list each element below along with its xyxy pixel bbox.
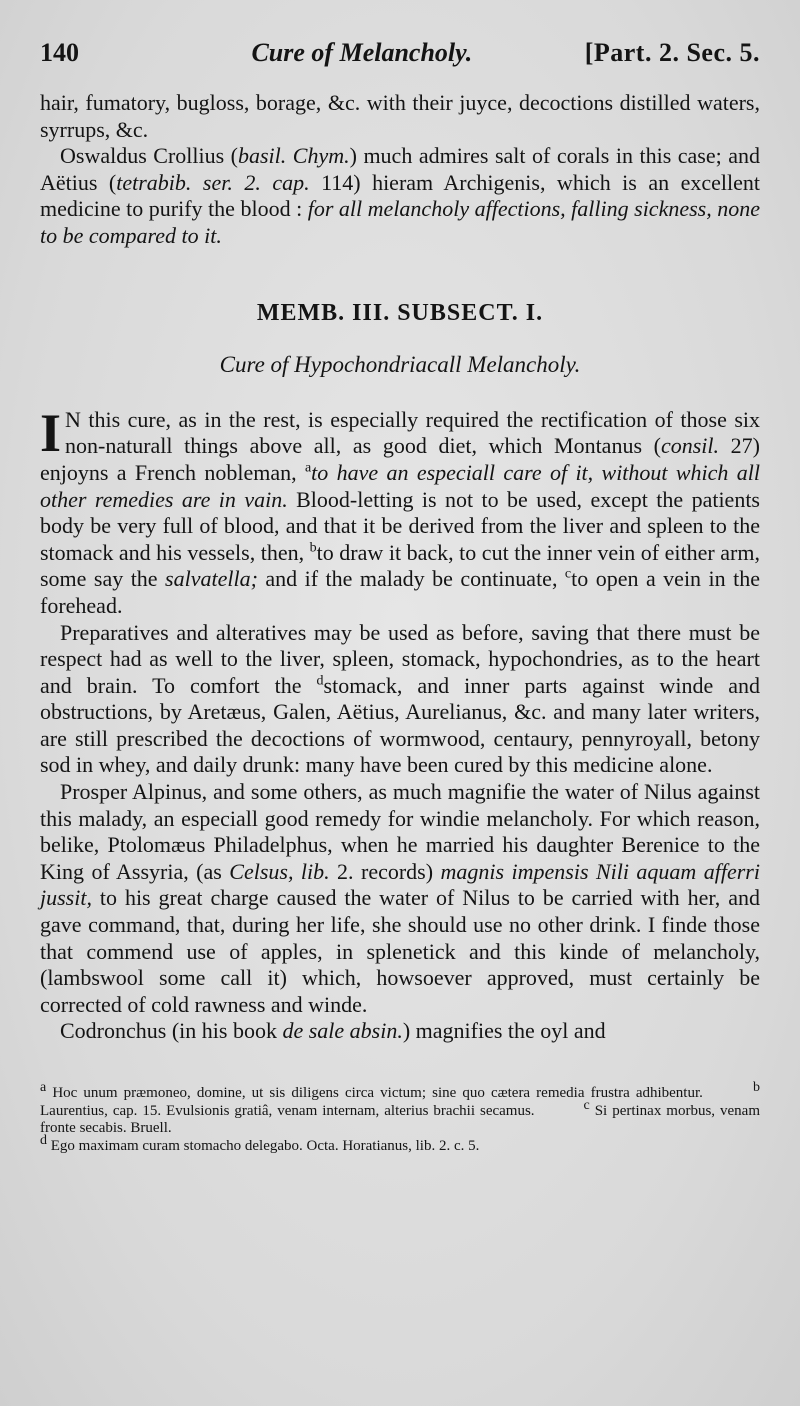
footnote-ref-d: d: [316, 673, 324, 689]
section-heading: MEMB. III. SUBSECT. I.: [256, 299, 544, 326]
paragraph-2: Oswaldus Crollius (basil. Chym.) much admires salt of corals in this case; and Aëtius (tetrabib. ser. 2. cap. 114) hieram Archigenis, which is an excellent medicine to purify the blood : for all melancholy affections, falling sickness, none to be compared to it.: [40, 143, 761, 248]
section-reference: [Part. 2. Sec. 5.: [584, 38, 760, 67]
footnote-ref-a: a: [304, 460, 312, 476]
page-header: [40, 36, 760, 70]
running-title: Cure of Melancholy.: [251, 38, 473, 67]
paragraph-4: Preparatives and alteratives may be used as before, saving that there must be respect had as well to the liver, spleen, stomack, hypochondries, as to the heart and brain. To comfort the $^d$stomack, and inner parts against winde and obstructions, by Aretæus, Galen, Aëtius, Aurelianus, &c. and many later writers, are still prescribed the decoctions of wormwood, centaury, pennyroyall, betony sod in whey, and daily drunk: many have been cured by this medicine alone.: [40, 619, 760, 778]
body-text: [40, 90, 760, 1045]
footnotes: [40, 1080, 761, 1155]
footnote-ref-c: c: [564, 566, 572, 582]
footnote-ref-b: b: [309, 540, 317, 556]
drop-cap: I: [40, 402, 62, 463]
section-subheading: Cure of Hypochondriacall Melancholy.: [219, 352, 581, 378]
footnote-d: $^d$ Ego maximam curam stomacho delegabo. Octa. Horatianus, lib. 2. c. 5.: [40, 1132, 480, 1154]
paragraph-6: Codronchus (in his book de sale absin.) magnifies the oyl and: [60, 1018, 606, 1044]
page-number: 140: [40, 38, 79, 67]
paragraph-1: hair, fumatory, bugloss, borage, &c. with their juyce, decoctions distilled waters, syrrups, &c.: [40, 90, 760, 142]
footnote-a-c: $^a$ Hoc unum præmoneo, domine, ut sis diligens circa victum; sine quo cætera remedia frustra adhibentur. $^b$ Laurentius, cap. 15. Evulsionis gratiâ, venam internam, alterius brachii secamus. $^c$ Si pertinax morbus, venam fronte secabis. Bruell.: [40, 1080, 761, 1136]
paragraph-3: I N this cure, as in the rest, is especially required the rectification of those six non-naturall things above all, as good diet, which Montanus (consil. 27) enjoyns a French nobleman, $^a$to have an especiall care of it, without which all other remedies are in vain. Blood-letting is not to be used, except the patients body be very full of blood, and that it be derived from the liver and spleen to the stomack and his vessels, then, $^b$to draw it back, to cut the inner vein of either arm, some say the salvatella; and if the malady be continuate, $^c$to open a vein in the forehead.: [40, 402, 760, 618]
paragraph-5: Prosper Alpinus, and some others, as much magnifie the water of Nilus against this malady, an especiall good remedy for windie melancholy. For which reason, belike, Ptolomæus Philadelphus, when he married his daughter Berenice to the King of Assyria, (as Celsus, lib. 2. records) magnis impensis Nili aquam afferri jussit, to his great charge caused the water of Nilus to be carried with her, and gave command, that, during her life, she should use no other drink. I finde those that commend use of apples, in splenetick and this kinde of melancholy, (lambswool some call it) which, howsoever approved, must certainly be corrected of cold rawness and winde.: [40, 779, 760, 1017]
